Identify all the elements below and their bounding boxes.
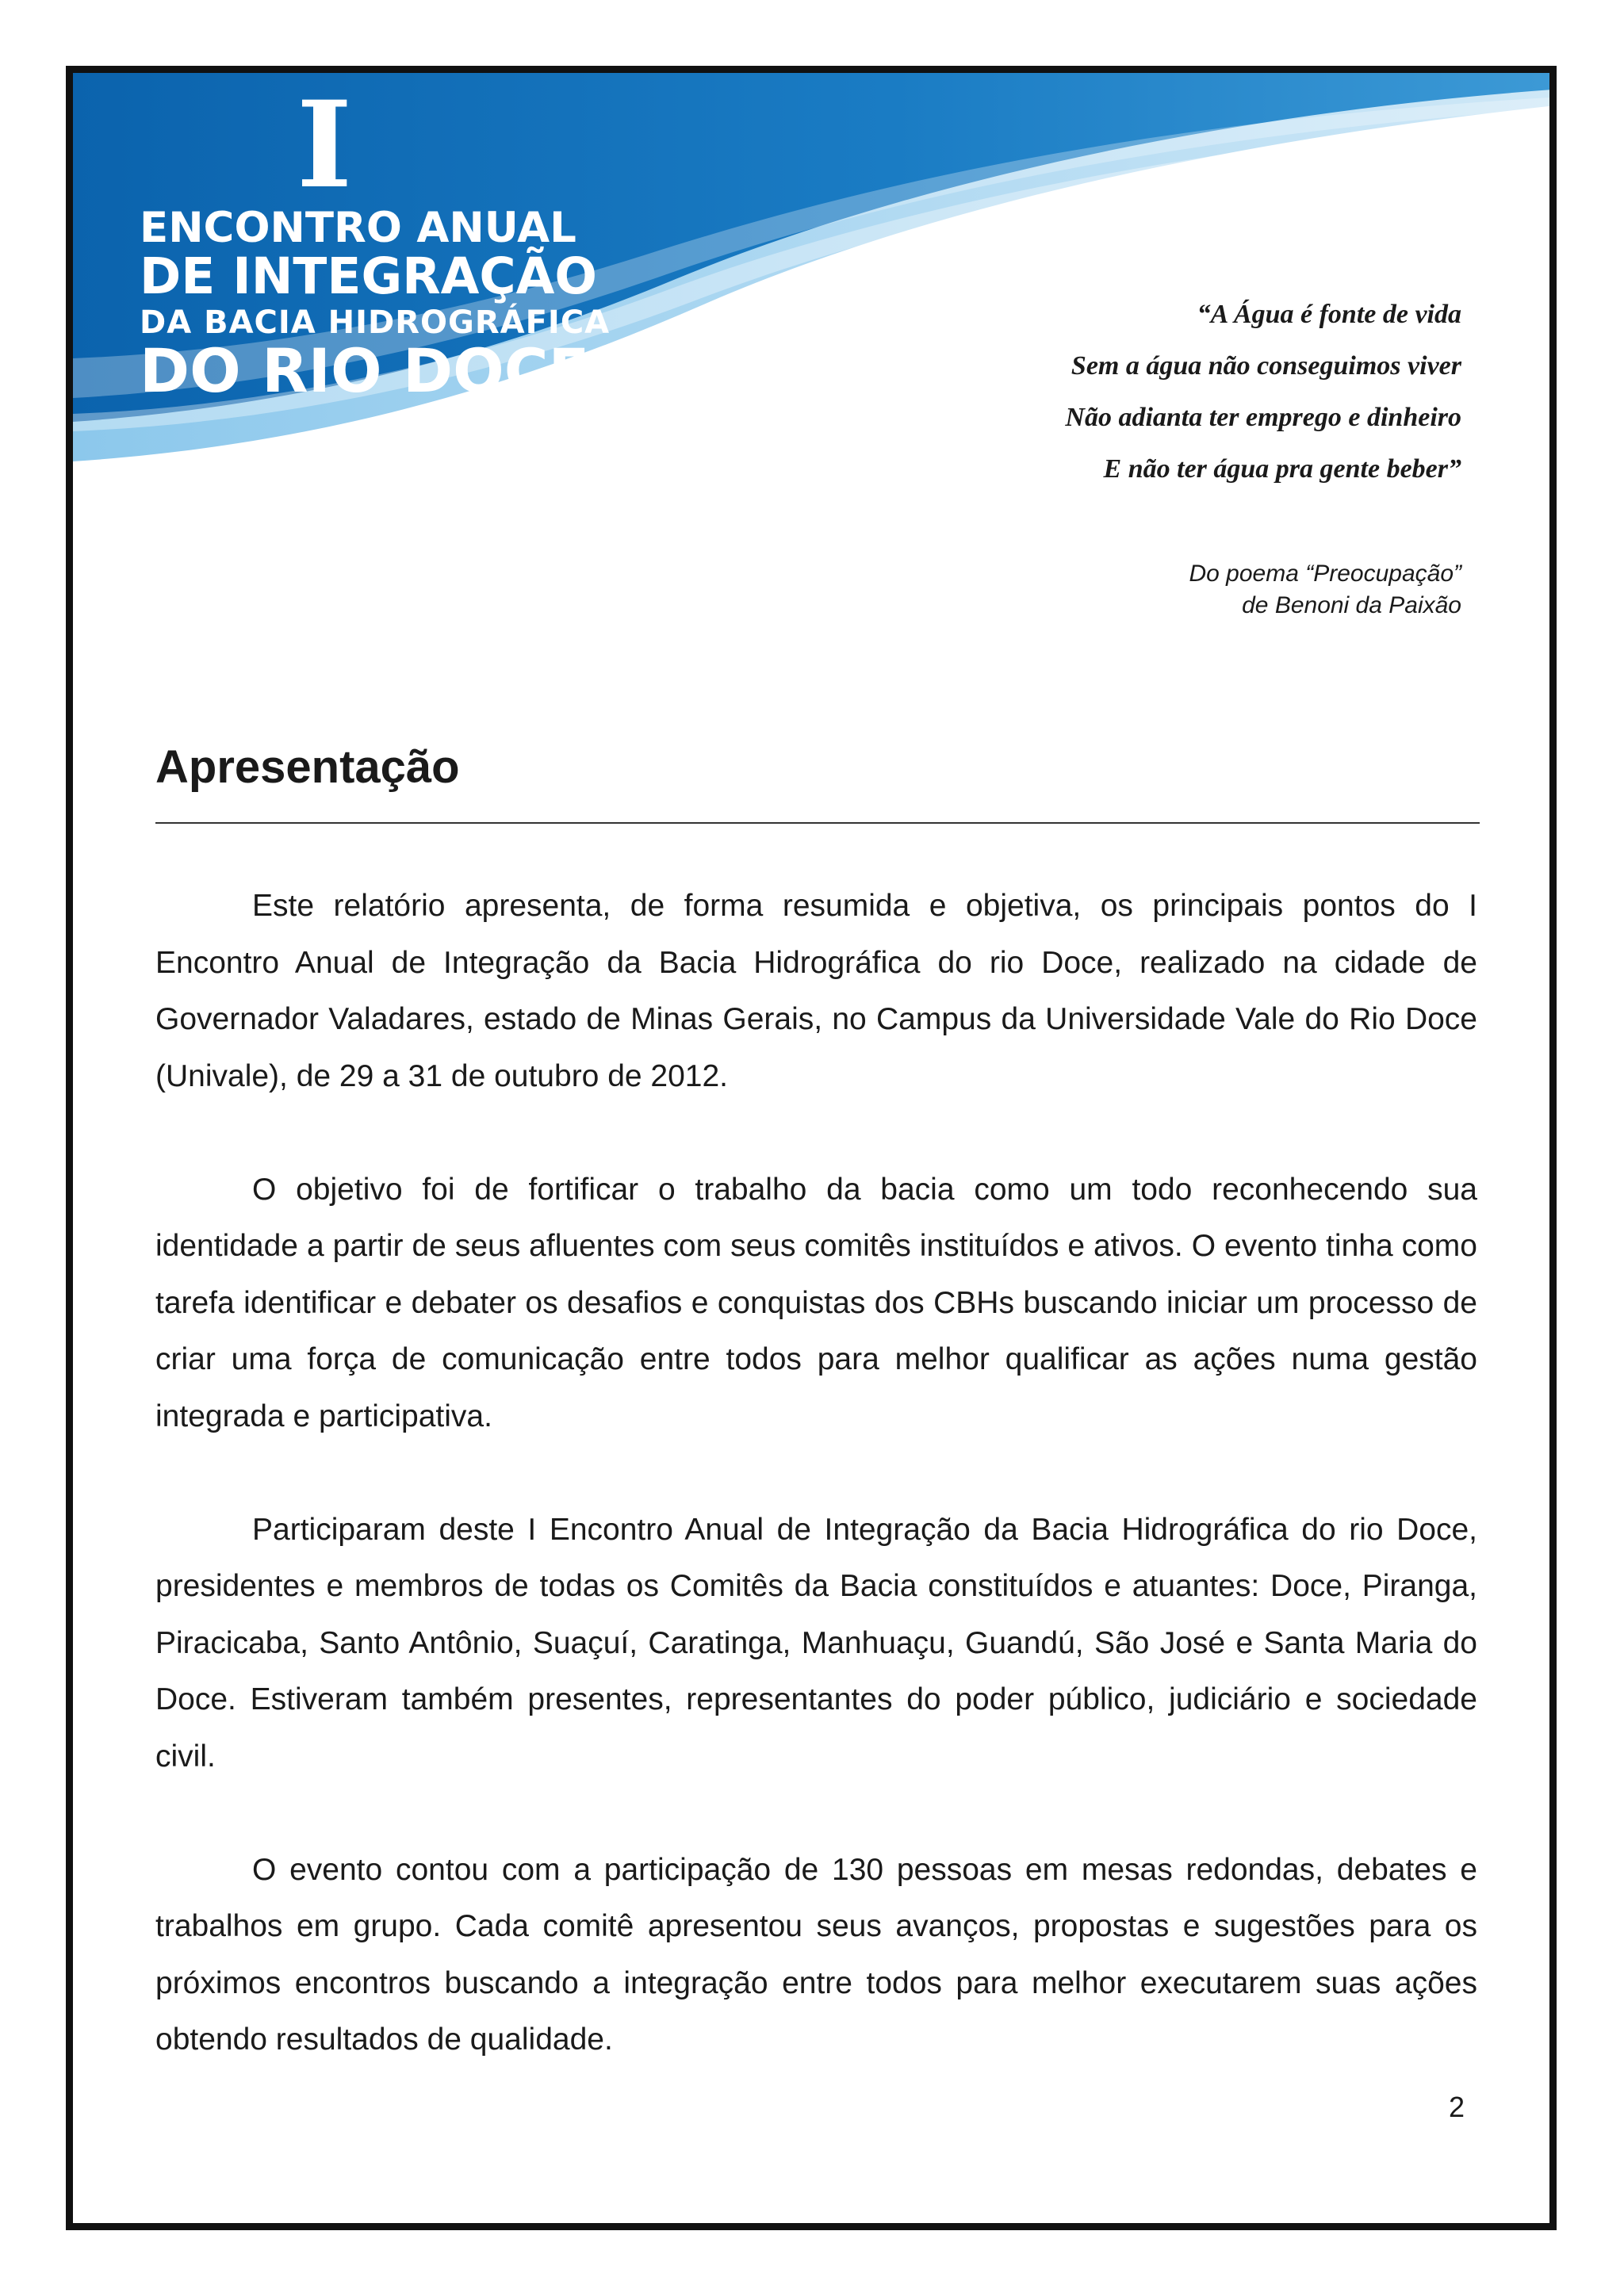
- title-divider: [155, 822, 1480, 824]
- logo-line-2: DE INTEGRAÇÃO: [140, 247, 597, 305]
- poem-quote: [1065, 289, 1461, 495]
- event-logo: [140, 75, 611, 406]
- attribution-line-2: de Benoni da Paixão: [1242, 592, 1461, 618]
- paragraph: O objetivo foi de fortificar o trabalho da bacia como um todo reconhecendo sua identidade a partir de seus afluentes com seus comitês instituídos e ativos. O evento tinha como tarefa identificar e debater os desafios e conquistas dos CBHs buscando iniciar um processo de criar uma força de comunicação entre todos para melhor qualificar as ações numa gestão integrada e participativa.: [155, 1172, 1477, 1433]
- poem-line: E não ter água pra gente beber”: [1103, 454, 1461, 484]
- logo-line-3: DA BACIA HIDROGRÁFICA: [140, 304, 611, 341]
- paragraph: Participaram deste I Encontro Anual de Integração da Bacia Hidrográfica do rio Doce, presidentes e membros de todas os Comitês da Bacia constituídos e atuantes: Doce, Piranga, Piracicaba, Santo Antônio, Suaçuí, Caratinga, Manhuaçu, Guandú, São José e Santa Maria do Doce. Estiveram também presentes, representantes do poder público, judiciário e sociedade civil.: [155, 1512, 1477, 1774]
- logo-line-1: ENCONTRO ANUAL: [140, 204, 576, 252]
- section-title: Apresentação: [155, 741, 460, 793]
- paragraph: Este relatório apresenta, de forma resumida e objetiva, os principais pontos do I Encontro Anual de Integração da Bacia Hidrográfica do rio Doce, realizado na cidade de Governador Valadares, estado de Minas Gerais, no Campus da Universidade Vale do Rio Doce (Univale), de 29 a 31 de outubro de 2012.: [155, 889, 1477, 1093]
- poem-attribution: [1189, 558, 1461, 622]
- logo-numeral: I: [297, 75, 353, 215]
- page-number: 2: [1448, 2091, 1465, 2123]
- body-text: [155, 878, 1477, 2125]
- poem-line: “A Água é fonte de vida: [1197, 300, 1461, 329]
- logo-line-4: DO RIO DOCE: [140, 335, 590, 406]
- paragraph: O evento contou com a participação de 130 pessoas em mesas redondas, debates e trabalhos em grupo. Cada comitê apresentou seus avanços, propostas e sugestões para os próximos encontros buscando a integração entre todos para melhor executarem suas ações obtendo resultados de qualidade.: [155, 1852, 1477, 2057]
- page-frame: [66, 66, 1557, 2230]
- poem-line: Não adianta ter emprego e dinheiro: [1065, 403, 1461, 432]
- poem-line: Sem a água não conseguimos viver: [1071, 351, 1461, 381]
- attribution-line-1: Do poema “Preocupação”: [1189, 561, 1461, 587]
